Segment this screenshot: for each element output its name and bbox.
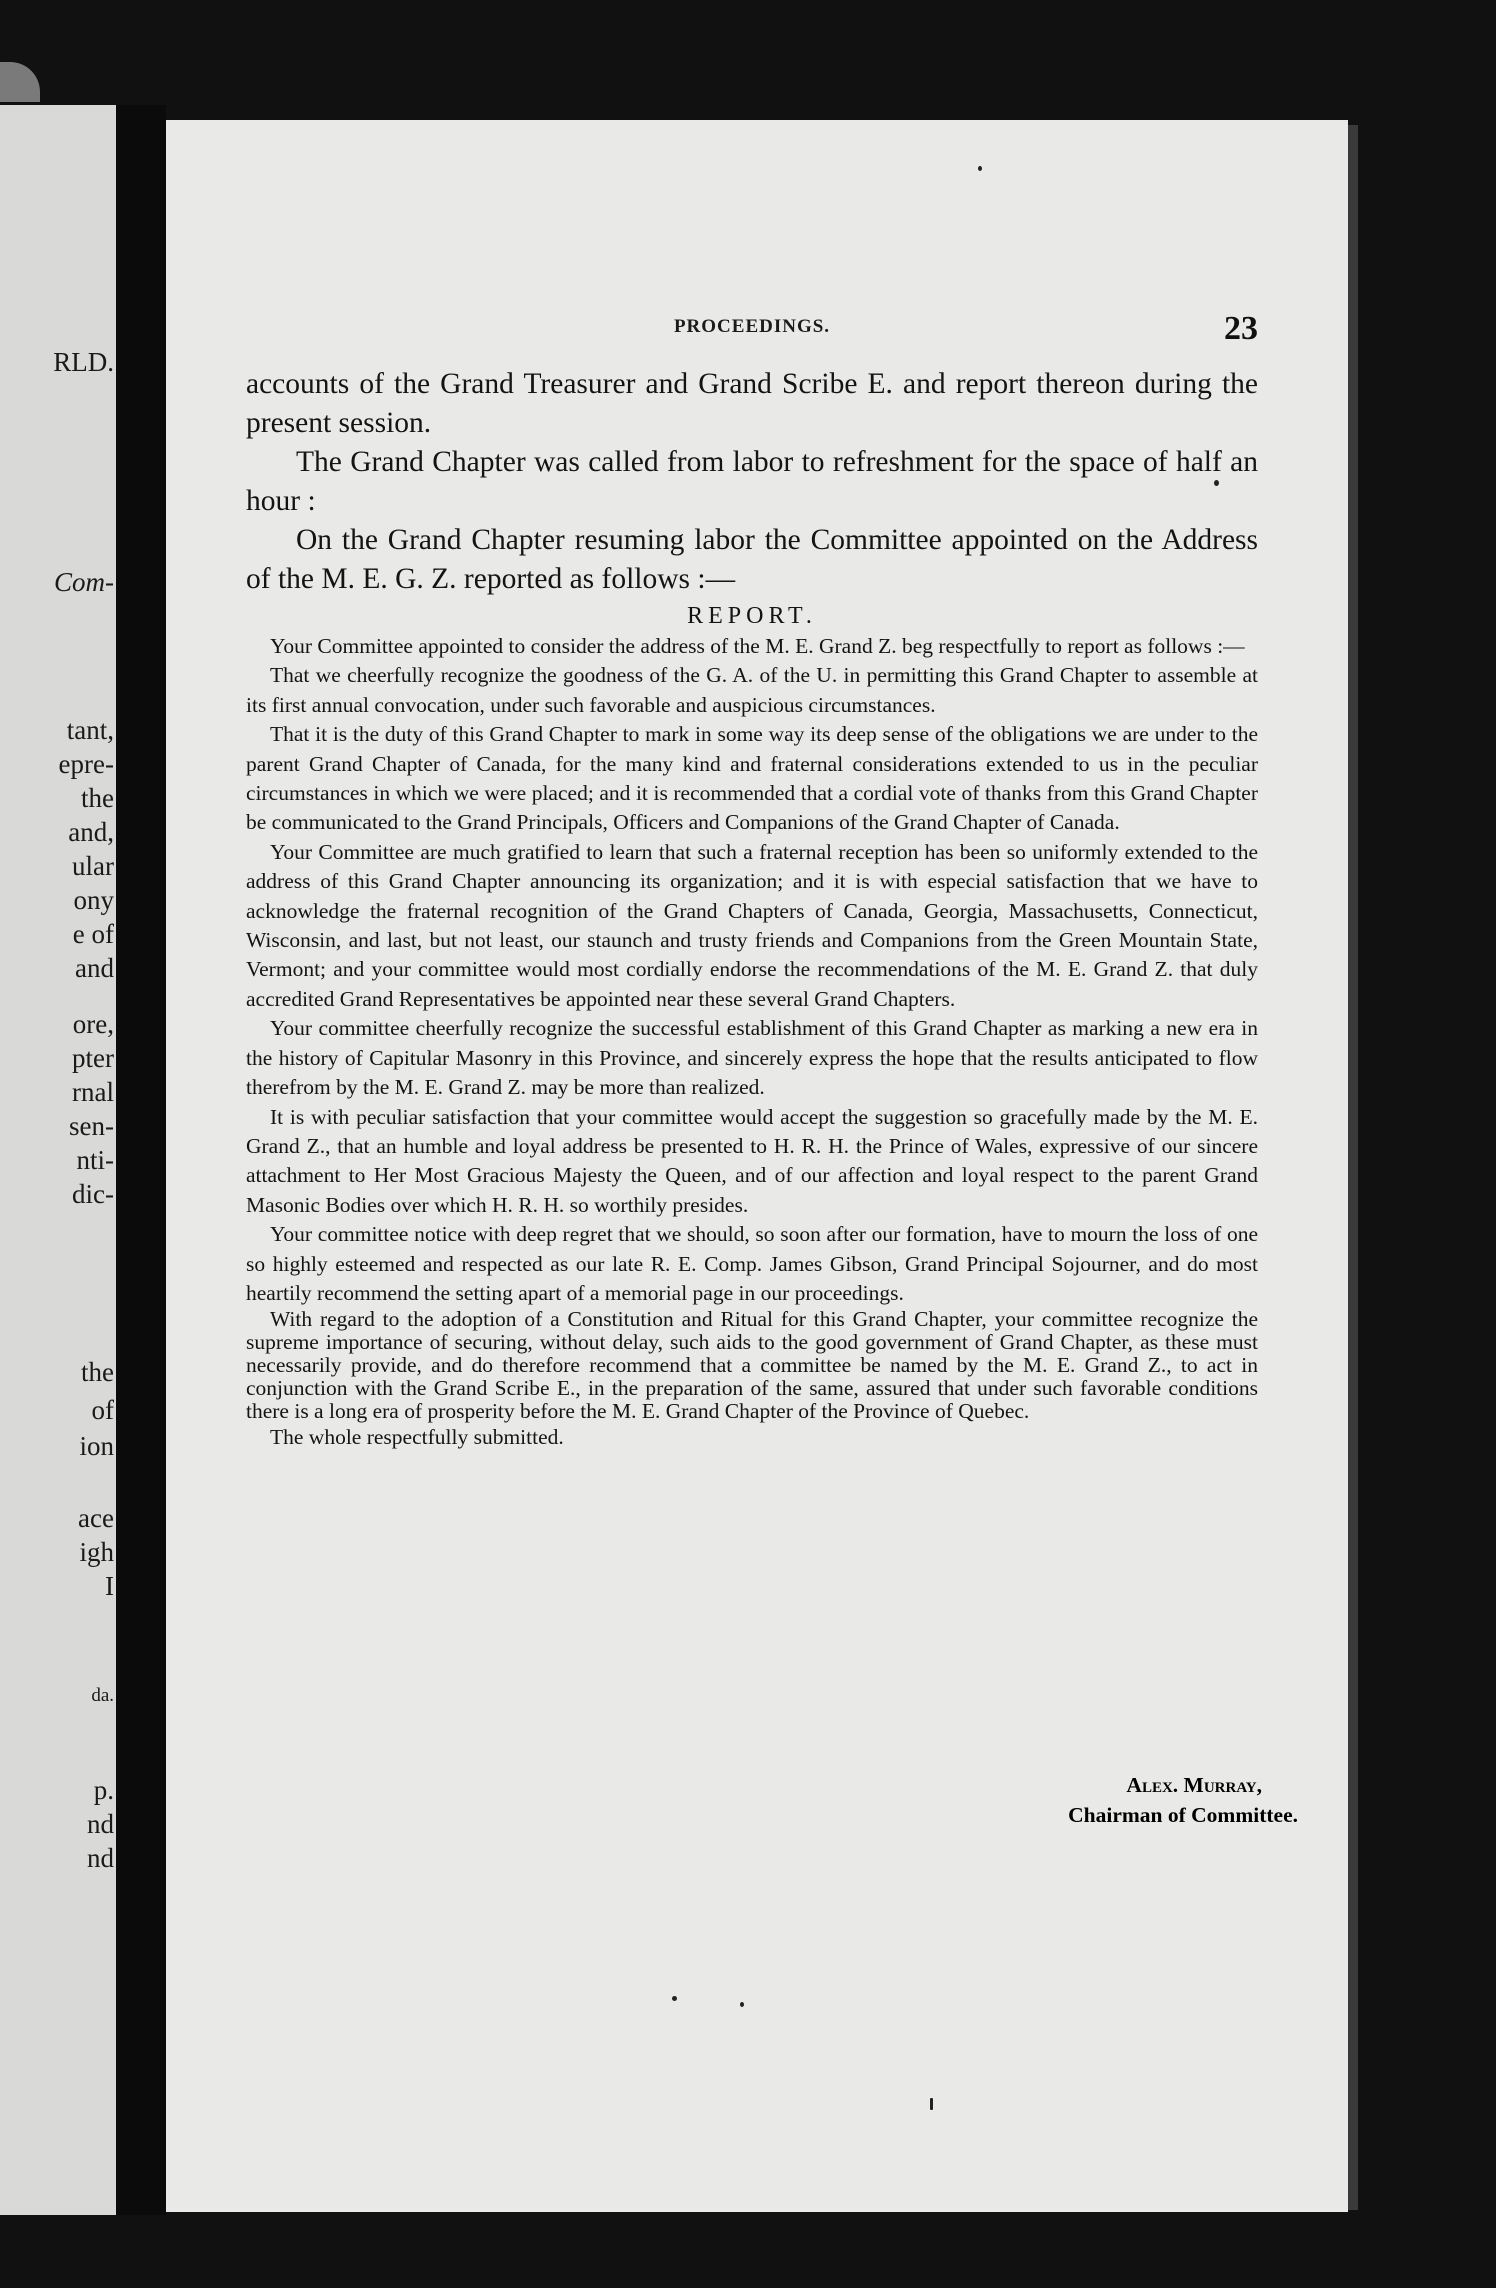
left-page-fragment: and [75,953,114,983]
left-page-fragment: the [81,783,114,813]
left-page-fragment: ace [78,1503,114,1533]
report-section [246,632,1258,1452]
left-facing-page [0,105,118,2215]
page-number: 23 [1224,310,1258,347]
left-page-fragment: igh [79,1537,114,1567]
left-page-fragment: pter [72,1043,114,1073]
report-paragraph: With regard to the adoption of a Constitution and Ritual for this Grand Chapter, your committee recognize the supreme importance of securing, without delay, such aids to the good government of Grand Chapter, as these must necessarily provide, and do therefore recommend that a committee be named by the M. E. Grand Z., to act in conjunction with the Grand Scribe E., in the preparation of the same, assured that under such favorable conditions there is a long era of prosperity before the M. E. Grand Chapter of the Province of Quebec. [246,1307,1258,1423]
report-paragraph: Your committee notice with deep regret that we should, so soon after our formation, have to mourn the loss of one so highly esteemed and respected as our late R. E. Comp. James Gibson, Grand Principal Sojourner, and do most heartily recommend the setting apart of a memorial page in our proceedings. [246,1222,1258,1305]
left-page-fragment: epre- [58,749,114,779]
signature-block [166,1770,1298,1830]
running-title: PROCEEDINGS. [673,316,831,337]
page-header [246,310,1258,360]
report-paragraph: That it is the duty of this Grand Chapter to mark in some way its deep sense of the obligations we are under to the parent Grand Chapter of Canada, for the many kind and fraternal considerations extended to us in the peculiar circumstances in which we were placed; and it is recommended that a cordial vote of thanks from this Grand Chapter be communicated to the Grand Principals, Officers and Companions of the Grand Chapter of Canada. [246,722,1258,835]
left-page-fragment: ular [72,851,114,881]
left-page-fragment: nd [87,1809,114,1839]
left-page-fragment: rnal [72,1077,114,1107]
signature-name: Alex. Murray, [1126,1773,1262,1797]
left-page-fragment: da. [91,1685,114,1706]
report-paragraph: It is with peculiar satisfaction that your committee would accept the suggestion so gracefully made by the M. E. Grand Z., that an humble and loyal address be presented to H. R. H. the Prince of Wales, expressive of our sincere attachment to Her Most Gracious Majesty the Queen, and of our affection and loyal respect to the parent Grand Masonic Bodies over which H. R. H. so worthily presides. [246,1104,1258,1217]
left-page-fragment: of [91,1395,114,1425]
document-page [166,120,1348,2212]
ink-speck [672,1996,677,2001]
left-page-fragment: e of [72,919,114,949]
lead-paragraph: The Grand Chapter was called from labor to refreshment for the space of half an hour : [246,446,1258,517]
report-heading: REPORT. [687,603,817,629]
report-paragraph: Your Committee appointed to consider the address of the M. E. Grand Z. beg respectfully to report as follows :— [270,634,1245,658]
ink-speck [1214,480,1219,486]
page-edge [1348,125,1358,2210]
page-shadow [0,62,40,102]
lead-paragraph: accounts of the Grand Treasurer and Grand Scribe E. and report thereon during the present session. [246,368,1258,439]
lead-paragraph: On the Grand Chapter resuming labor the Committee appointed on the Address of the M. E. G. Z. reported as follows :— [246,524,1258,595]
left-page-fragment: Com- [54,567,114,597]
left-page-fragment: RLD. [53,347,114,377]
left-page-fragment: and, [68,817,114,847]
left-page-fragment: nd [87,1843,114,1873]
ink-speck [740,2002,744,2007]
ink-speck [930,2098,933,2110]
left-page-fragment: the [81,1357,114,1387]
closing-line: The whole respectfully submitted. [270,1425,564,1450]
left-page-fragment: I [105,1571,114,1601]
left-page-fragment: p. [93,1775,114,1805]
page-body [246,365,1258,1452]
left-page-fragment: ore, [72,1009,114,1039]
left-page-fragment: tant, [66,715,114,745]
report-paragraph: That we cheerfully recognize the goodness of the G. A. of the U. in permitting this Grand Chapter to assemble at its first annual convocation, under such favorable and auspicious circumstances. [246,663,1258,717]
signature-title: Chairman of Committee. [1068,1803,1298,1827]
ink-speck [978,166,982,171]
page-gutter [116,105,166,2215]
lead-section [246,365,1258,599]
report-paragraph: Your Committee are much gratified to learn that such a fraternal reception has been so uniformly extended to the address of this Grand Chapter announcing its organization; and it is with especial satisfaction that we have to acknowledge the fraternal recognition of the Grand Chapters of Canada, Georgia, Massachusetts, Connecticut, Wisconsin, and last, but not least, our staunch and trusty friends and Companions from the Green Mountain State, Vermont; and your committee would most cordially endorse the recommendations of the M. E. Grand Z. that duly accredited Grand Representatives be appointed near these several Grand Chapters. [246,839,1258,1011]
left-page-fragment: sen- [69,1111,114,1141]
report-paragraph: Your committee cheerfully recognize the successful establishment of this Grand Chapter as marking a new era in the history of Capitular Masonry in this Province, and sincerely express the hope that the results anticipated to flow therefrom by the M. E. Grand Z. may be more than realized. [246,1016,1258,1100]
left-page-fragment: ony [73,885,114,915]
left-page-fragment: nti- [76,1145,114,1175]
left-page-fragment: ion [79,1431,114,1461]
left-page-fragment: dic- [72,1179,114,1209]
